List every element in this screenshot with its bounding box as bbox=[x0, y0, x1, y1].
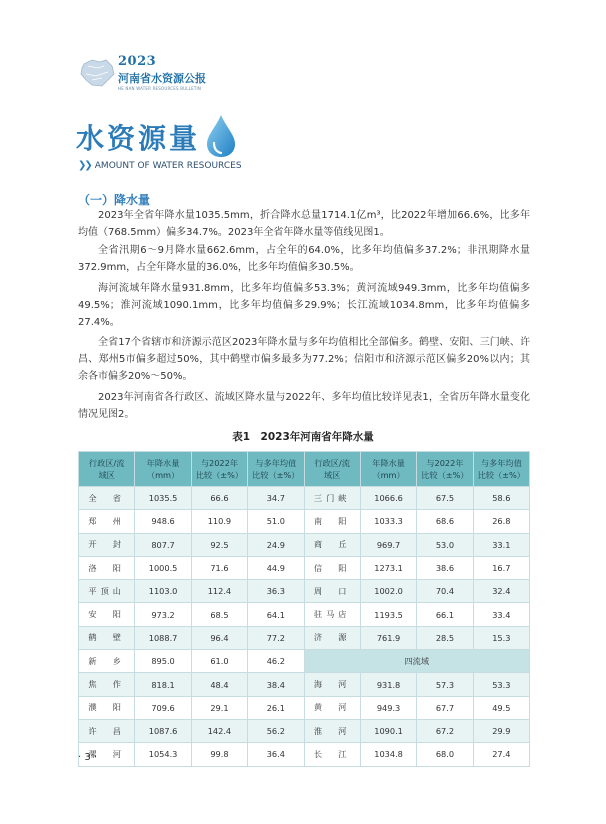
table-row bbox=[79, 696, 530, 719]
cell-vs2022: 66.6 bbox=[191, 487, 247, 510]
table-row bbox=[79, 580, 530, 603]
cell-vs2022: 38.6 bbox=[417, 556, 473, 579]
cell-precip: 1066.6 bbox=[360, 487, 416, 510]
cell-vsavg: 44.9 bbox=[248, 556, 304, 579]
cell-vsavg: 36.4 bbox=[248, 743, 304, 766]
cell-vsavg: 29.9 bbox=[473, 719, 529, 742]
cell-vs2022: 67.7 bbox=[417, 696, 473, 719]
cell-precip: 1002.0 bbox=[360, 580, 416, 603]
cell-basin: 长 江 bbox=[304, 743, 360, 766]
cell-vsavg: 77.2 bbox=[248, 626, 304, 649]
cell-precip: 1035.5 bbox=[135, 487, 191, 510]
cell-precip: 818.1 bbox=[135, 673, 191, 696]
cell-precip: 1193.5 bbox=[360, 603, 416, 626]
cell-precip: 973.2 bbox=[135, 603, 191, 626]
cell-region: 南 阳 bbox=[304, 510, 360, 533]
cell-region: 信 阳 bbox=[304, 556, 360, 579]
cell-vs2022: 48.4 bbox=[191, 673, 247, 696]
cell-vs2022: 68.6 bbox=[417, 510, 473, 533]
section-subtitle bbox=[78, 160, 242, 171]
cell-precip: 1103.0 bbox=[135, 580, 191, 603]
cell-vsavg: 58.6 bbox=[473, 487, 529, 510]
cell-vsavg: 26.8 bbox=[473, 510, 529, 533]
cell-vs2022: 67.2 bbox=[417, 719, 473, 742]
cell-basin: 黄 河 bbox=[304, 696, 360, 719]
table-row bbox=[79, 556, 530, 579]
cell-region: 郑 州 bbox=[79, 510, 135, 533]
col-header-vsavg-2: 与多年均值 比较（±%） bbox=[473, 452, 529, 487]
cell-precip: 1033.3 bbox=[360, 510, 416, 533]
table-row bbox=[79, 487, 530, 510]
paragraph-3: 海河流域年降水量931.8mm，比多年均值偏多53.3%；黄河流域949.3mm，比多年均值偏多49.5%；淮河流域1090.1mm，比多年均值偏多29.9%；长江流域1034.8mm，比多年均值偏多27.4%。 bbox=[78, 283, 530, 328]
cell-vs2022: 57.3 bbox=[417, 673, 473, 696]
cell-precip: 931.8 bbox=[360, 673, 416, 696]
cell-region: 新 乡 bbox=[79, 650, 135, 673]
cell-vs2022: 66.1 bbox=[417, 603, 473, 626]
section-subtitle-text: AMOUNT OF WATER RESOURCES bbox=[94, 160, 242, 171]
cell-precip: 1088.7 bbox=[135, 626, 191, 649]
cell-vsavg: 34.7 bbox=[248, 487, 304, 510]
cell-precip: 948.6 bbox=[135, 510, 191, 533]
table-row bbox=[79, 626, 530, 649]
cell-vs2022: 68.5 bbox=[191, 603, 247, 626]
cell-precip: 1087.6 bbox=[135, 719, 191, 742]
cell-precip: 709.6 bbox=[135, 696, 191, 719]
col-header-precip-2: 年降水量 （mm） bbox=[360, 452, 416, 487]
table-row bbox=[79, 533, 530, 556]
cell-region: 济 源 bbox=[304, 626, 360, 649]
cell-vsavg: 33.1 bbox=[473, 533, 529, 556]
cell-region: 周 口 bbox=[304, 580, 360, 603]
cell-vs2022: 112.4 bbox=[191, 580, 247, 603]
cell-precip: 1090.1 bbox=[360, 719, 416, 742]
cell-region: 鹤 壁 bbox=[79, 626, 135, 649]
paragraph-1: 2023年全省年降水量1035.5mm，折合降水总量1714.1亿m³，比2022年增加66.6%，比多年均值（768.5mm）偏多34.7%。2023年全省年降水量等值线见图1。 bbox=[78, 210, 530, 238]
table-header-row bbox=[79, 452, 530, 487]
precipitation-table bbox=[78, 451, 530, 767]
cell-region: 平顶山 bbox=[79, 580, 135, 603]
cell-vsavg: 26.1 bbox=[248, 696, 304, 719]
cell-vs2022: 110.9 bbox=[191, 510, 247, 533]
cell-vsavg: 51.0 bbox=[248, 510, 304, 533]
col-header-vs2022-2: 与2022年 比较（±%） bbox=[417, 452, 473, 487]
cell-precip: 969.7 bbox=[360, 533, 416, 556]
cell-region: 三门峡 bbox=[304, 487, 360, 510]
col-header-vsavg: 与多年均值 比较（±%） bbox=[248, 452, 304, 487]
cell-vs2022: 61.0 bbox=[191, 650, 247, 673]
double-chevron-icon: ❯❯ bbox=[78, 160, 91, 171]
cell-vs2022: 53.0 bbox=[417, 533, 473, 556]
paragraph-4: 全省17个省辖市和济源示范区2023年降水量与多年均值相比全部偏多。鹤壁、安阳、三门峡、许昌、郑州5市偏多超过50%，其中鹤壁市偏多最多为77.2%；信阳市和济源示范区偏多20%以内；其余各市偏多20%～50%。 bbox=[78, 337, 530, 382]
cell-vsavg: 24.9 bbox=[248, 533, 304, 556]
paragraph-5: 2023年河南省各行政区、流域区降水量与2022年、多年均值比较详见表1，全省历年降水量变化情况见图2。 bbox=[78, 392, 530, 420]
cell-vsavg: 27.4 bbox=[473, 743, 529, 766]
cell-precip: 1034.8 bbox=[360, 743, 416, 766]
table-row bbox=[79, 510, 530, 533]
water-drop-icon bbox=[204, 113, 238, 159]
col-header-region: 行政区/流 域区 bbox=[79, 452, 135, 487]
cell-precip: 1000.5 bbox=[135, 556, 191, 579]
cell-vsavg: 32.4 bbox=[473, 580, 529, 603]
cell-region: 焦 作 bbox=[79, 673, 135, 696]
cell-vsavg: 16.7 bbox=[473, 556, 529, 579]
col-header-region-2: 行政区/流 域区 bbox=[304, 452, 360, 487]
subsection-heading: （一）降水量 bbox=[78, 193, 151, 207]
col-header-vs2022: 与2022年 比较（±%） bbox=[191, 452, 247, 487]
bulletin-title: 河南省水资源公报 bbox=[118, 72, 206, 85]
cell-precip: 761.9 bbox=[360, 626, 416, 649]
table-row bbox=[79, 650, 530, 673]
cell-vs2022: 71.6 bbox=[191, 556, 247, 579]
cell-vsavg: 56.2 bbox=[248, 719, 304, 742]
cell-region: 漯 河 bbox=[79, 743, 135, 766]
bulletin-header bbox=[78, 50, 278, 96]
cell-region: 濮 阳 bbox=[79, 696, 135, 719]
cell-precip: 949.3 bbox=[360, 696, 416, 719]
cell-vs2022: 92.5 bbox=[191, 533, 247, 556]
cell-vs2022: 28.5 bbox=[417, 626, 473, 649]
cell-region: 驻马店 bbox=[304, 603, 360, 626]
col-header-precip: 年降水量 （mm） bbox=[135, 452, 191, 487]
table-row bbox=[79, 673, 530, 696]
cell-precip: 807.7 bbox=[135, 533, 191, 556]
cell-vsavg: 64.1 bbox=[248, 603, 304, 626]
cell-vsavg: 38.4 bbox=[248, 673, 304, 696]
cell-precip: 1054.3 bbox=[135, 743, 191, 766]
cell-region: 安 阳 bbox=[79, 603, 135, 626]
cell-precip: 895.0 bbox=[135, 650, 191, 673]
bulletin-title-en: HE NAN WATER RESOURCES BULLETIN bbox=[118, 86, 202, 91]
bulletin-year: 2023 bbox=[118, 54, 157, 69]
cell-basin: 淮 河 bbox=[304, 719, 360, 742]
cell-vsavg: 53.3 bbox=[473, 673, 529, 696]
cell-vs2022: 96.4 bbox=[191, 626, 247, 649]
cell-vsavg: 15.3 bbox=[473, 626, 529, 649]
cell-region: 商 丘 bbox=[304, 533, 360, 556]
henan-map-icon bbox=[78, 58, 116, 88]
cell-vs2022: 29.1 bbox=[191, 696, 247, 719]
table-caption: 表1 2023年河南省年降水量 bbox=[232, 431, 374, 443]
cell-vs2022: 67.5 bbox=[417, 487, 473, 510]
cell-region: 许 昌 bbox=[79, 719, 135, 742]
section-title: 水资源量 bbox=[76, 122, 201, 155]
table-row bbox=[79, 743, 530, 766]
cell-vs2022: 68.0 bbox=[417, 743, 473, 766]
cell-basin: 海 河 bbox=[304, 673, 360, 696]
table-row bbox=[79, 603, 530, 626]
cell-vs2022: 142.4 bbox=[191, 719, 247, 742]
cell-vsavg: 36.3 bbox=[248, 580, 304, 603]
cell-vsavg: 49.5 bbox=[473, 696, 529, 719]
table-row bbox=[79, 719, 530, 742]
basin-group-label: 四流域 bbox=[304, 650, 530, 673]
cell-region: 开 封 bbox=[79, 533, 135, 556]
cell-region: 洛 阳 bbox=[79, 556, 135, 579]
cell-vs2022: 99.8 bbox=[191, 743, 247, 766]
cell-vsavg: 33.4 bbox=[473, 603, 529, 626]
cell-region: 全 省 bbox=[79, 487, 135, 510]
page-number: · 3 · bbox=[78, 752, 98, 763]
cell-vs2022: 70.4 bbox=[417, 580, 473, 603]
cell-vsavg: 46.2 bbox=[248, 650, 304, 673]
cell-precip: 1273.1 bbox=[360, 556, 416, 579]
paragraph-2: 全省汛期6～9月降水量662.6mm，占全年的64.0%，比多年均值偏多37.2%；非汛期降水量372.9mm，占全年降水量的36.0%，比多年均值偏多30.5%。 bbox=[78, 245, 530, 273]
